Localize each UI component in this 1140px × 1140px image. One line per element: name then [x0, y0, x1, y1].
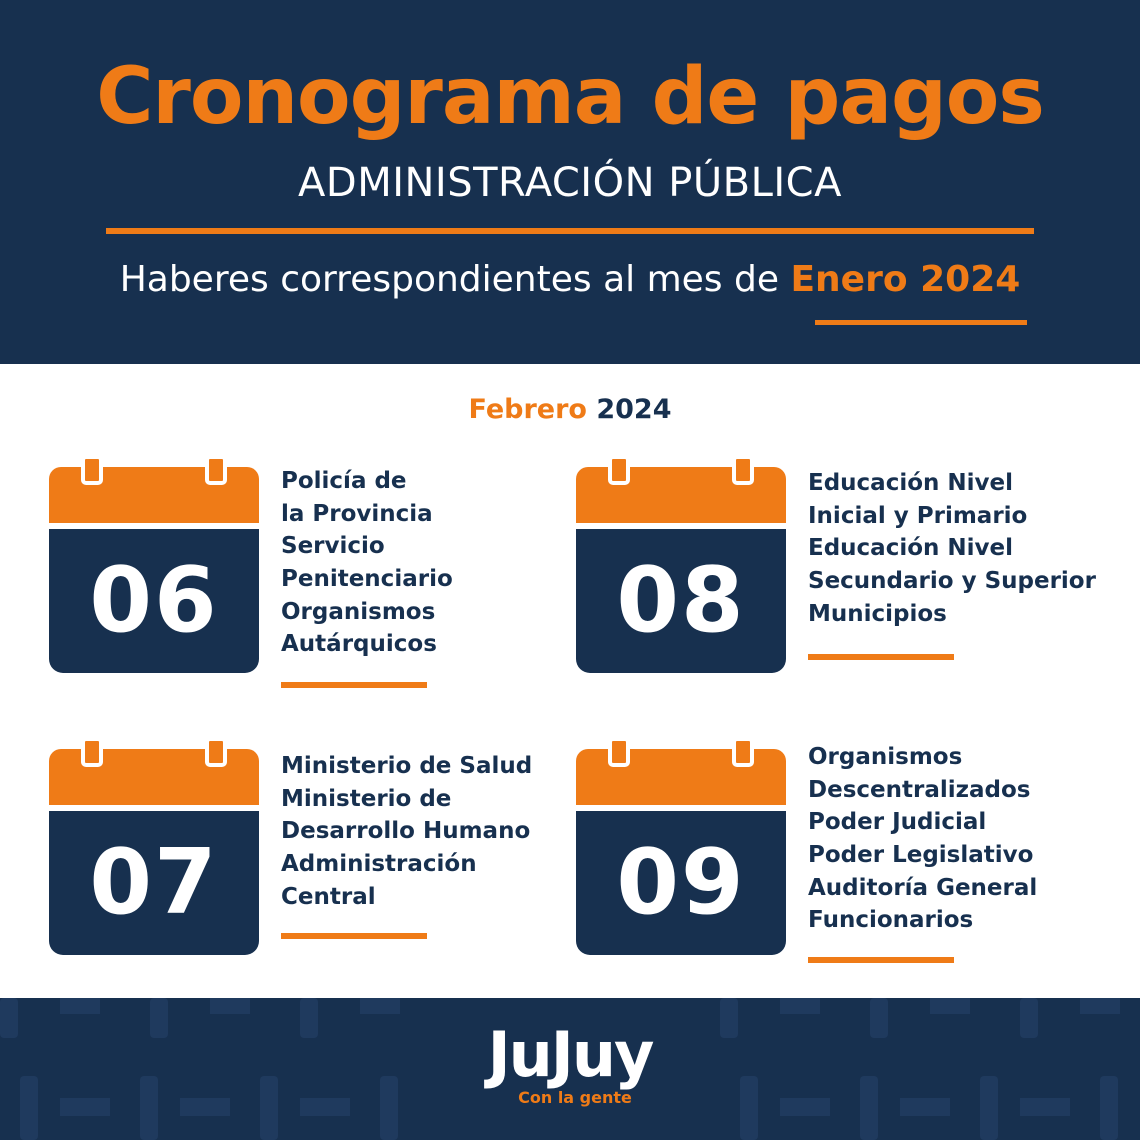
- payment-day: 08: [616, 548, 746, 653]
- jujuy-logo: [0, 1018, 1140, 1108]
- calendar-ring-right: [732, 737, 754, 767]
- calendar-ring-right: [205, 737, 227, 767]
- month-label: [0, 390, 1140, 430]
- calendar-body: [49, 811, 259, 955]
- item-underline: [808, 654, 954, 660]
- group-line: Central: [281, 883, 376, 910]
- calendar-body: [576, 811, 786, 955]
- calendar-icon: [49, 737, 259, 955]
- payment-day: 07: [89, 830, 219, 935]
- group-line: Educación Nivel: [808, 470, 1014, 496]
- payment-day: 09: [616, 830, 746, 935]
- logo-wordmark: JuJuy: [487, 1018, 653, 1091]
- group-line: Desarrollo Humano: [281, 818, 531, 845]
- item-underline: [281, 933, 427, 939]
- calendar-icon: [576, 737, 786, 955]
- page-subtitle: ADMINISTRACIÓN PÚBLICA: [298, 160, 842, 206]
- group-line: Ministerio de: [281, 785, 452, 812]
- item-underline: [808, 957, 954, 963]
- group-line: Descentralizados: [808, 776, 1031, 803]
- group-line: Educación Nivel: [808, 535, 1014, 562]
- group-line: Ministerio de Salud: [281, 753, 533, 779]
- group-line: Auditoría General: [808, 874, 1038, 901]
- schedule-group-list: [808, 467, 1096, 630]
- group-line: Autárquicos: [281, 631, 437, 658]
- period-highlight: Enero 2024: [790, 259, 1021, 300]
- calendar-ring-left: [81, 455, 103, 485]
- group-line: Funcionarios: [808, 907, 974, 934]
- group-line: Poder Legislativo: [808, 842, 1034, 869]
- group-line: Administración: [281, 851, 477, 878]
- payment-day: 06: [89, 548, 219, 653]
- group-line: Poder Judicial: [808, 809, 987, 836]
- header-banner: [0, 0, 1140, 364]
- period-prefix: Haberes correspondientes al mes de: [119, 259, 791, 300]
- group-line: Inicial y Primario: [808, 502, 1028, 529]
- group-line: Organismos: [808, 744, 963, 770]
- page-title: Cronograma de pagos: [96, 52, 1044, 142]
- item-underline: [281, 682, 427, 688]
- schedule-group-list: [281, 750, 532, 913]
- month-year: 2024: [596, 394, 672, 425]
- group-line: Penitenciario: [281, 566, 453, 593]
- footer-banner: [0, 998, 1140, 1140]
- calendar-body: [576, 529, 786, 673]
- calendar-ring-right: [205, 455, 227, 485]
- calendar-icon: [49, 455, 259, 673]
- group-line: Organismos: [281, 598, 436, 625]
- group-line: la Provincia: [281, 500, 433, 527]
- group-line: Secundario y Superior: [808, 568, 1096, 595]
- logo-tagline: Con la gente: [518, 1088, 632, 1107]
- month-name: Febrero: [468, 394, 587, 425]
- group-line: Servicio: [281, 533, 385, 560]
- calendar-icon: [576, 455, 786, 673]
- group-line: Policía de: [281, 468, 407, 494]
- calendar-body: [49, 529, 259, 673]
- calendar-ring-left: [608, 737, 630, 767]
- schedule-group-list: [808, 741, 1037, 937]
- calendar-ring-left: [608, 455, 630, 485]
- calendar-ring-left: [81, 737, 103, 767]
- period-underline: [815, 320, 1027, 325]
- group-line: Municipios: [808, 600, 947, 627]
- period-line: [0, 255, 1140, 305]
- schedule-group-list: [281, 465, 453, 661]
- header-divider: [106, 228, 1034, 234]
- calendar-ring-right: [732, 455, 754, 485]
